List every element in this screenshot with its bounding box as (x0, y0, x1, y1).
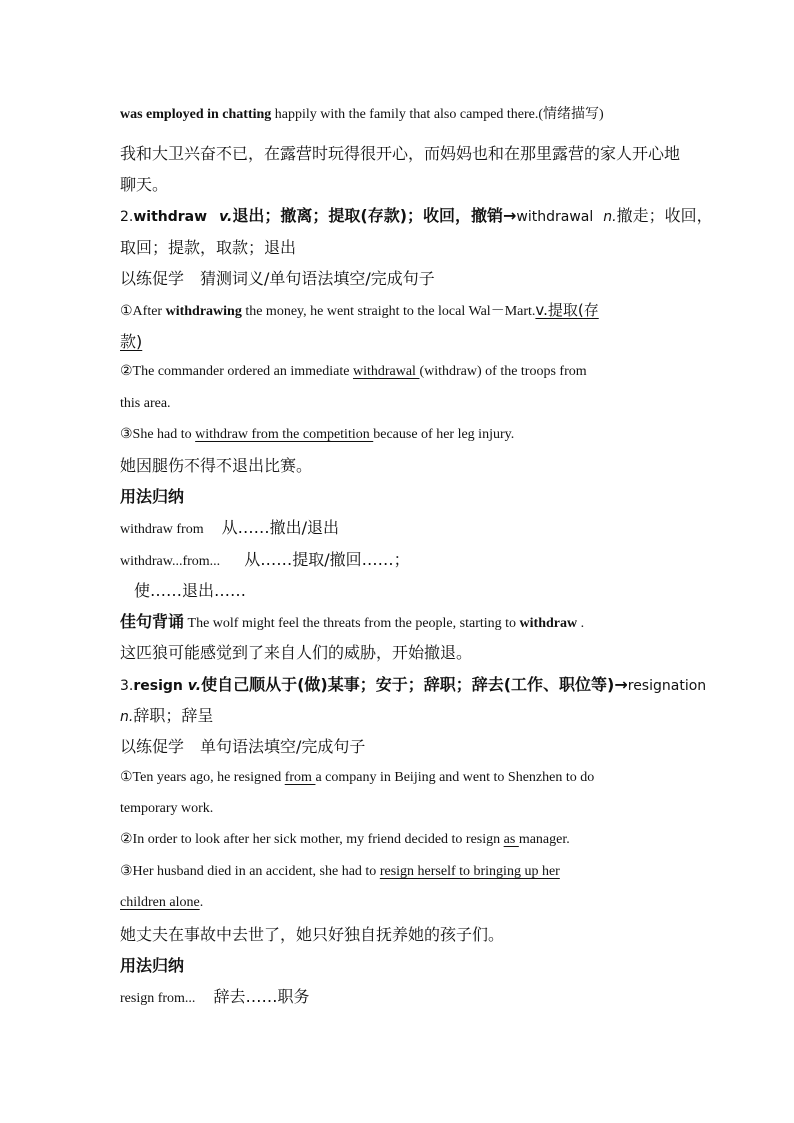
part-of-speech: n. (603, 209, 617, 225)
exercise-text: because of her leg injury. (373, 427, 515, 442)
usage-heading: 用法归纳 (120, 956, 185, 975)
translation-line: 她丈夫在事故中去世了，她只好独自抚养她的孩子们。 (120, 925, 505, 944)
exercise-text: manager. (518, 832, 570, 847)
definition: 辞职；辞呈 (133, 706, 214, 725)
exercise-text: ③She had to (120, 427, 196, 442)
exercise-item-1 (120, 303, 599, 319)
key-phrase: was employed in chatting (120, 107, 272, 122)
answer-blank: withdrawal (352, 364, 420, 379)
key-word: withdraw (519, 616, 578, 631)
key-word: withdrawing (165, 304, 242, 319)
usage-meaning: 辞去……职务 (213, 987, 310, 1006)
exercise-text: ②The commander ordered an immediate (120, 364, 353, 379)
exercise-text: temporary work. (120, 801, 214, 816)
usage-meaning: 从……提取/撤回……； (244, 550, 410, 569)
definition: 使自己顺从于(做)某事；安于；辞职；辞去(工作、职位等)→ (201, 675, 628, 694)
definition: 撤走；收回， (616, 206, 713, 225)
example-sentence-end (120, 108, 604, 122)
translation-line: 聊天。 (120, 175, 169, 194)
exercise-text: the money, he went straight to the local Wal－Mart. (241, 304, 536, 319)
exercise-item-3 (120, 428, 514, 442)
vocab-entry-withdraw (120, 208, 713, 224)
translation-line: 她因腿伤不得不退出比赛。 (120, 456, 313, 475)
answer-line (120, 896, 203, 910)
exercise-text: ①Ten years ago, he resigned (120, 770, 285, 785)
model-sentence-label: 佳句背诵 (120, 612, 185, 631)
exercise-item-2 (120, 833, 570, 847)
headword: resign (133, 678, 183, 694)
part-of-speech: v. (182, 678, 202, 694)
answer-blank: children alone (120, 895, 200, 910)
usage-phrase: withdraw...from... (120, 554, 221, 569)
exercise-text: ①After (120, 304, 166, 319)
entry-number: 2. (120, 209, 134, 225)
answer-blank: 款) (120, 332, 143, 351)
exercise-text: ②In order to look after her sick mother, my friend decided to resign (120, 832, 504, 847)
vocab-entry-resign (120, 677, 706, 693)
definition: 退出；撤离；提取(存款)；收回，撤销→ (232, 206, 517, 225)
model-sentence-text: . (577, 616, 585, 631)
definition-continued (120, 708, 213, 724)
translation-line: 我和大卫兴奋不已，在露营时玩得很开心，而妈妈也和在那里露营的家人开心地 (120, 144, 681, 163)
exercise-text: (withdraw) of the troops from (419, 364, 587, 379)
exercise-text: . (199, 895, 204, 910)
usage-item (120, 552, 410, 569)
exercise-item-3 (120, 865, 560, 879)
headword: withdraw (133, 209, 208, 225)
exercise-item-1 (120, 771, 594, 785)
usage-item (120, 989, 309, 1006)
answer-blank: as (503, 832, 519, 847)
exercise-text: ③Her husband died in an accident, she had to (120, 864, 380, 879)
answer-blank: withdraw from the competition (195, 427, 374, 442)
usage-heading: 用法归纳 (120, 487, 185, 506)
answer-blank: resign herself to bringing up her (379, 864, 560, 879)
derived-word: withdrawal (516, 209, 594, 225)
exercise-text: a company in Beijing and went to Shenzhen to do (315, 770, 595, 785)
translation-line: 这匹狼可能感觉到了来自人们的威胁，开始撤退。 (120, 643, 473, 662)
model-sentence (120, 614, 584, 631)
sentence-text: happily with the family that also camped there.(情绪描写) (271, 107, 604, 122)
answer-blank: from (284, 770, 316, 785)
usage-meaning: 从……撤出/退出 (221, 518, 339, 537)
entry-number: 3. (120, 678, 134, 694)
definition-continued: 取回；提款，取款；退出 (120, 238, 297, 257)
usage-meaning: 使……退出…… (134, 581, 247, 600)
usage-phrase: withdraw from (120, 522, 204, 537)
exercise-item-2 (120, 365, 587, 379)
section-heading: 以练促学 猜测词义/单句语法填空/完成句子 (120, 269, 435, 288)
exercise-text: this area. (120, 396, 171, 411)
derived-word: resignation (627, 678, 707, 694)
part-of-speech: v. (219, 209, 233, 225)
usage-item (120, 520, 339, 537)
section-heading: 以练促学 单句语法填空/完成句子 (120, 737, 366, 756)
answer-blank: v.提取(存 (535, 301, 599, 319)
part-of-speech: n. (120, 709, 134, 725)
model-sentence-text: The wolf might feel the threats from the people, starting to (184, 616, 520, 631)
usage-phrase: resign from... (120, 991, 196, 1006)
